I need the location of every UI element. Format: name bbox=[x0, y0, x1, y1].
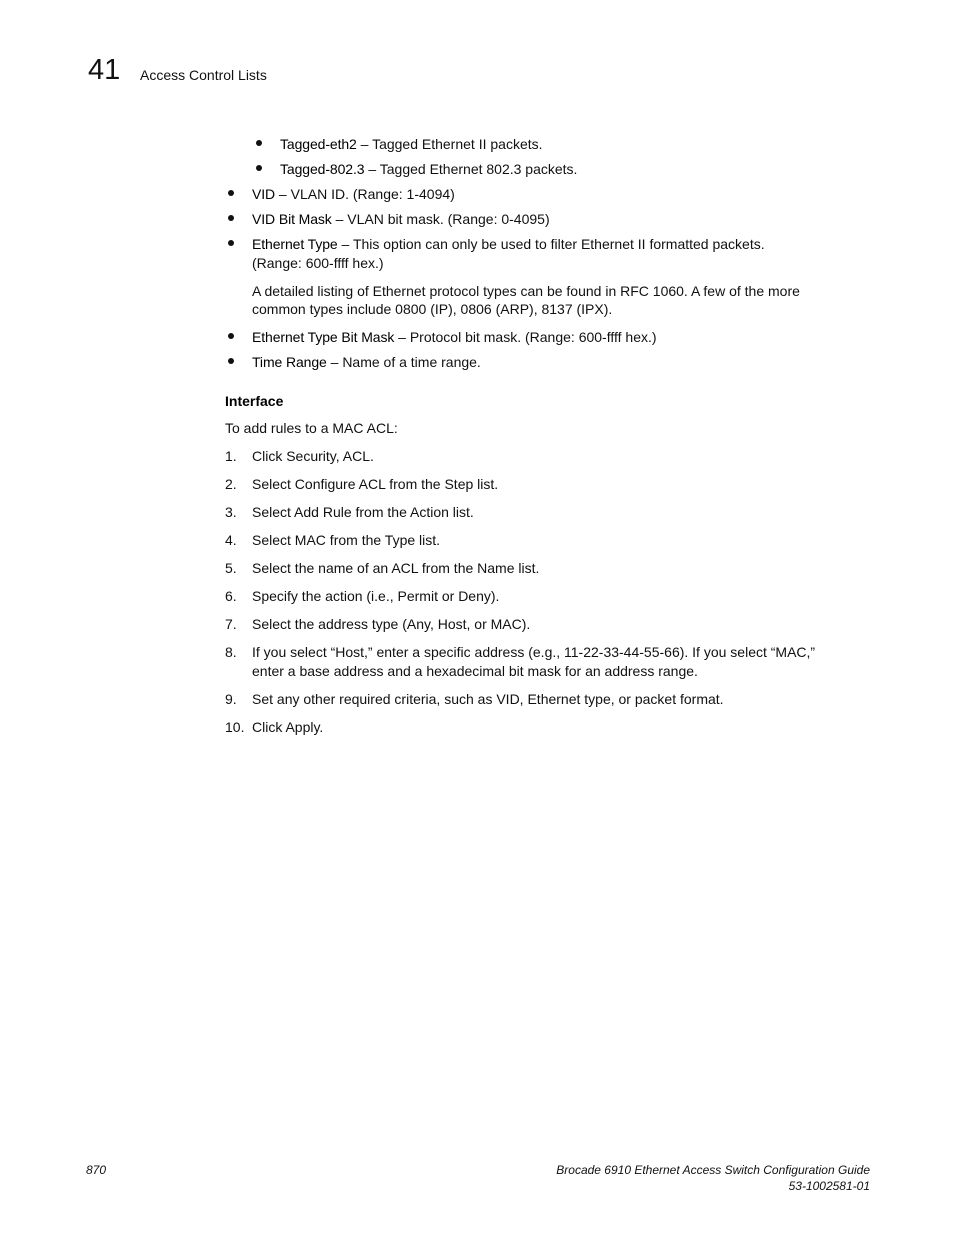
bullet-dot bbox=[228, 215, 234, 221]
bullet-dot bbox=[228, 240, 234, 246]
guide-title: Brocade 6910 Ethernet Access Switch Configuration Guide bbox=[556, 1163, 870, 1177]
step-number: 2. bbox=[225, 476, 237, 492]
list-item bbox=[252, 328, 657, 346]
step-number: 3. bbox=[225, 504, 237, 520]
bullet-desc: – VLAN ID. (Range: 1-4094) bbox=[275, 186, 455, 202]
step-text: Select the name of an ACL from the Name list. bbox=[252, 560, 540, 576]
chapter-title: Access Control Lists bbox=[140, 67, 267, 83]
page-number: 870 bbox=[86, 1163, 107, 1177]
doc-number: 53-1002581-01 bbox=[788, 1179, 870, 1193]
step-number: 6. bbox=[225, 588, 237, 604]
bullet-term: Ethernet Type bbox=[252, 236, 338, 252]
step-number: 9. bbox=[225, 691, 237, 707]
bullet-term: Ethernet Type Bit Mask bbox=[252, 329, 395, 345]
bullet-desc: – Tagged Ethernet 802.3 packets. bbox=[364, 161, 578, 177]
bullet-term: Tagged-802.3 bbox=[280, 161, 365, 177]
bullet-desc-continued: (Range: 600-ffff hex.) bbox=[252, 255, 384, 271]
step-number: 4. bbox=[225, 532, 237, 548]
step-text: Select the address type (Any, Host, or MAC). bbox=[252, 616, 531, 632]
step-text: Set any other required criteria, such as VID, Ethernet type, or packet format. bbox=[252, 691, 724, 707]
step-text: Click Security, ACL. bbox=[252, 448, 374, 464]
step-number: 10. bbox=[225, 719, 245, 735]
chapter-number: 41 bbox=[88, 54, 121, 86]
section-intro: To add rules to a MAC ACL: bbox=[225, 420, 398, 436]
list-item bbox=[280, 135, 543, 153]
section-heading: Interface bbox=[225, 393, 284, 409]
step-text: Select Add Rule from the Action list. bbox=[252, 504, 474, 520]
bullet-dot bbox=[256, 140, 262, 146]
bullet-desc: – Protocol bit mask. (Range: 600-ffff hex.) bbox=[394, 329, 657, 345]
bullet-term: Tagged-eth2 bbox=[280, 136, 357, 152]
bullet-desc: – Name of a time range. bbox=[326, 354, 481, 370]
bullet-dot bbox=[228, 190, 234, 196]
bullet-dot bbox=[256, 165, 262, 171]
bullet-dot bbox=[228, 358, 234, 364]
step-number: 5. bbox=[225, 560, 237, 576]
list-item bbox=[252, 353, 481, 371]
list-item bbox=[252, 235, 765, 253]
step-text: If you select “Host,” enter a specific address (e.g., 11-22-33-44-55-66). If you select “MAC,” bbox=[252, 644, 816, 660]
step-number: 1. bbox=[225, 448, 237, 464]
step-text-continued: enter a base address and a hexadecimal bit mask for an address range. bbox=[252, 663, 698, 679]
step-number: 8. bbox=[225, 644, 237, 660]
paragraph-line: common types include 0800 (IP), 0806 (ARP), 8137 (IPX). bbox=[252, 301, 613, 317]
page-footer bbox=[556, 1162, 870, 1194]
bullet-dot bbox=[228, 333, 234, 339]
list-item bbox=[252, 185, 455, 203]
step-text: Specify the action (i.e., Permit or Deny). bbox=[252, 588, 500, 604]
step-text: Select Configure ACL from the Step list. bbox=[252, 476, 499, 492]
bullet-term: Time Range bbox=[252, 354, 327, 370]
bullet-desc: – This option can only be used to filter Ethernet II formatted packets. bbox=[337, 236, 765, 252]
step-text: Click Apply. bbox=[252, 719, 324, 735]
step-text: Select MAC from the Type list. bbox=[252, 532, 441, 548]
list-item bbox=[252, 210, 550, 228]
step-number: 7. bbox=[225, 616, 237, 632]
bullet-term: VID Bit Mask bbox=[252, 211, 332, 227]
bullet-term: VID bbox=[252, 186, 276, 202]
list-item bbox=[280, 160, 577, 178]
bullet-desc: – Tagged Ethernet II packets. bbox=[356, 136, 543, 152]
paragraph-line: A detailed listing of Ethernet protocol types can be found in RFC 1060. A few of the more bbox=[252, 283, 800, 299]
bullet-desc: – VLAN bit mask. (Range: 0-4095) bbox=[331, 211, 550, 227]
